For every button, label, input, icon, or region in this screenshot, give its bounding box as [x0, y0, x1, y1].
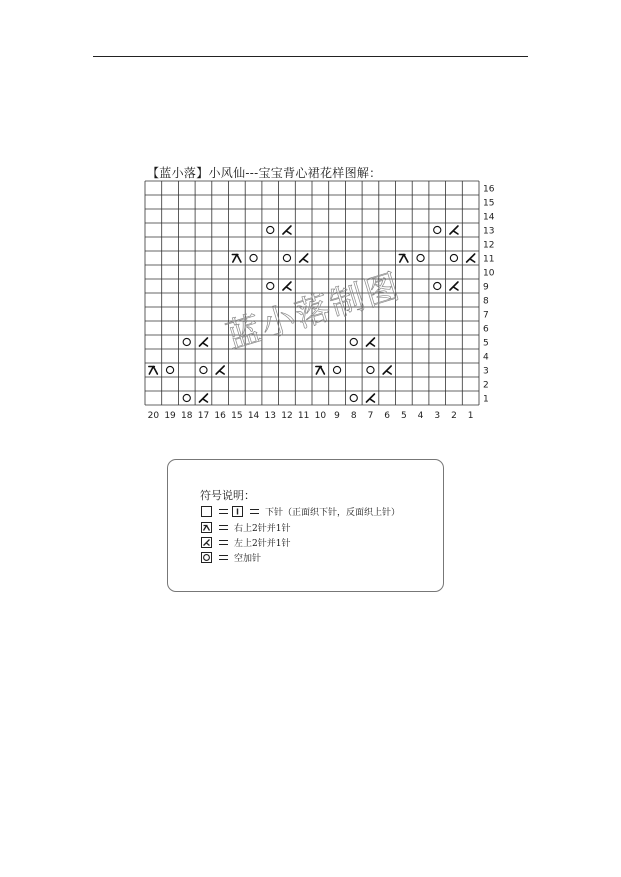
equals-icon [219, 554, 228, 561]
k2tog-left-icon [216, 366, 224, 374]
legend-row-k2tog-left [201, 536, 290, 548]
legend-text-yarn-over: 空加针 [234, 553, 262, 564]
yarn-over-icon [200, 366, 207, 373]
row-label: 9 [483, 282, 489, 293]
row-label: 3 [483, 366, 489, 377]
column-label: 11 [297, 411, 310, 421]
column-label: 13 [264, 411, 276, 421]
k2tog-left-icon [201, 537, 212, 548]
row-label: 1 [483, 394, 489, 405]
equals-icon [219, 539, 228, 546]
column-label: 9 [334, 411, 340, 421]
k2tog-left-icon [450, 226, 458, 234]
column-label: 20 [147, 411, 160, 421]
row-label: 7 [483, 310, 489, 321]
column-label: 12 [281, 411, 293, 421]
k2tog-right-icon [399, 255, 408, 263]
k2tog-left-icon [300, 254, 308, 262]
column-label: 5 [400, 411, 407, 421]
yarn-over-icon [350, 394, 357, 401]
column-label: 18 [181, 411, 193, 421]
legend-row-yarn-over [201, 551, 261, 563]
row-label: 10 [483, 268, 495, 279]
k2tog-left-icon [450, 282, 458, 290]
column-label: 8 [350, 411, 357, 421]
column-label: 15 [231, 411, 243, 421]
chart-title: 【蓝小落】小风仙---宝宝背心裙花样图解： [147, 166, 382, 180]
yarn-over-icon [201, 552, 212, 563]
yarn-over-icon [267, 226, 274, 233]
yarn-over-icon [283, 254, 290, 261]
column-label: 6 [384, 411, 391, 421]
row-label: 5 [483, 338, 489, 349]
row-label: 6 [483, 324, 489, 335]
column-label: 4 [417, 411, 424, 421]
row-label: 4 [483, 352, 489, 363]
legend-heading: 符号说明： [200, 489, 255, 502]
row-label: 12 [483, 240, 495, 251]
row-label: 2 [483, 380, 489, 391]
k2tog-left-icon [283, 226, 291, 234]
k2tog-left-icon [366, 338, 374, 346]
yarn-over-icon [434, 282, 441, 289]
yarn-over-icon [183, 338, 190, 345]
column-label: 17 [197, 411, 210, 421]
yarn-over-icon [367, 366, 374, 373]
column-label: 14 [247, 411, 260, 421]
column-label: 10 [314, 411, 327, 421]
equals-icon [250, 508, 259, 515]
blank-cell-icon [201, 506, 212, 517]
yarn-over-icon [417, 254, 424, 261]
k2tog-left-icon [283, 282, 291, 290]
yarn-over-icon [183, 394, 190, 401]
row-label: 16 [483, 184, 495, 195]
k2tog-right-icon [232, 255, 241, 263]
symbol-legend [167, 459, 444, 592]
yarn-over-icon [333, 366, 340, 373]
k2tog-right-icon [149, 367, 158, 375]
k2tog-right-icon [201, 522, 212, 533]
legend-text-knit: 下针（正面织下针，反面织上针） [265, 507, 401, 518]
k2tog-right-icon [316, 367, 325, 375]
k2tog-left-icon [383, 366, 391, 374]
k2tog-left-icon [366, 394, 374, 402]
knit-bar-icon [232, 506, 243, 517]
legend-text-k2tog-left: 左上2针并1针 [234, 538, 291, 549]
yarn-over-icon [450, 254, 457, 261]
row-label: 14 [483, 212, 495, 223]
column-label: 2 [451, 411, 457, 421]
k2tog-left-icon [199, 338, 207, 346]
equals-icon [219, 508, 228, 515]
k2tog-left-icon [199, 394, 207, 402]
row-label: 11 [483, 254, 495, 265]
row-label: 13 [483, 226, 495, 237]
row-label: 8 [483, 296, 489, 307]
k2tog-left-icon [467, 254, 475, 262]
yarn-over-icon [166, 366, 173, 373]
yarn-over-icon [434, 226, 441, 233]
yarn-over-icon [267, 282, 274, 289]
yarn-over-icon [250, 254, 257, 261]
column-label: 1 [467, 411, 474, 421]
column-label: 3 [434, 411, 441, 421]
column-label: 7 [367, 411, 374, 421]
column-label: 19 [164, 411, 176, 421]
legend-row-knit [201, 505, 400, 517]
legend-text-k2tog-right: 右上2针并1针 [234, 523, 291, 534]
legend-row-k2tog-right [201, 521, 290, 533]
equals-icon [219, 524, 228, 531]
column-label: 16 [214, 411, 226, 421]
row-label: 15 [483, 198, 495, 209]
yarn-over-icon [350, 338, 357, 345]
watermark: 蓝小落制图 [221, 266, 406, 357]
